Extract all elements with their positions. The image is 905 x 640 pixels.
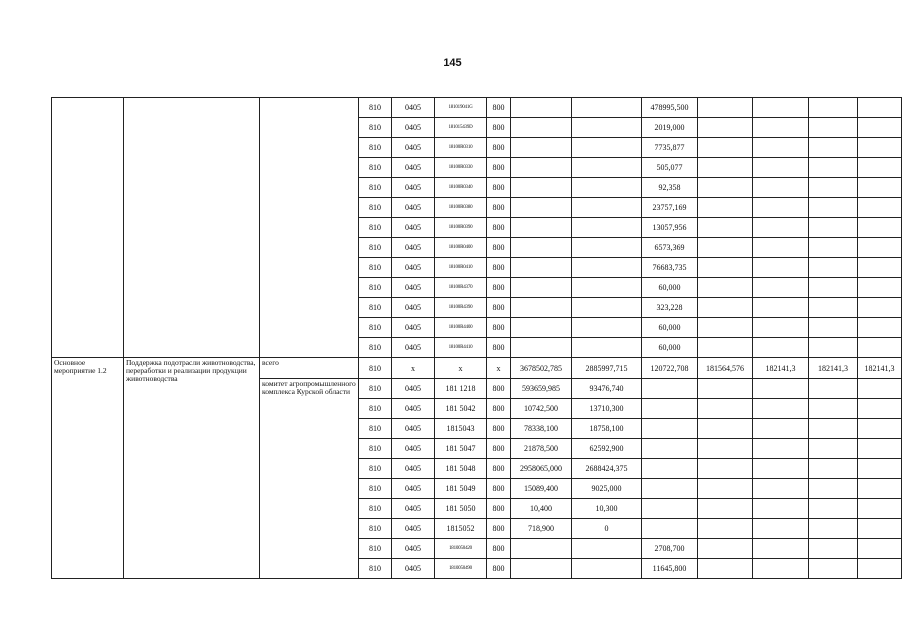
rzpr-cell: 0405 (392, 559, 435, 579)
value-cell-y4 (698, 278, 753, 298)
value-cell-y7 (858, 318, 902, 338)
value-cell-y6 (809, 238, 858, 258)
value-cell-y6 (809, 298, 858, 318)
rzpr-cell: 0405 (392, 499, 435, 519)
rzpr-cell: 0405 (392, 379, 435, 399)
value-cell-y7 (858, 479, 902, 499)
rzpr-cell: 0405 (392, 138, 435, 158)
vr-cell: 800 (487, 98, 511, 118)
value-cell-y7 (858, 298, 902, 318)
value-cell-y1 (511, 238, 572, 258)
vr-cell: 800 (487, 539, 511, 559)
value-cell-y7 (858, 218, 902, 238)
value-cell-y2 (572, 218, 642, 238)
table-body (52, 98, 902, 579)
vr-cell: 800 (487, 439, 511, 459)
value-cell-y7 (858, 499, 902, 519)
grbs-cell: 810 (359, 399, 392, 419)
rzpr-cell: 0405 (392, 118, 435, 138)
value-cell-y2 (572, 98, 642, 118)
activity-name: Поддержка подотрасли животноводства, переработки и реализации продукции животноводства (124, 358, 260, 579)
value-cell-y1 (511, 158, 572, 178)
rzpr-cell: 0405 (392, 218, 435, 238)
value-cell-y5 (753, 158, 809, 178)
grbs-cell: 810 (359, 499, 392, 519)
grbs-cell: 810 (359, 238, 392, 258)
grbs-cell: 810 (359, 98, 392, 118)
value-cell-y4 (698, 298, 753, 318)
rzpr-cell: 0405 (392, 399, 435, 419)
value-cell-y1 (511, 98, 572, 118)
value-cell-y4: 181564,576 (698, 358, 753, 379)
vr-cell: 800 (487, 138, 511, 158)
value-cell-y5 (753, 98, 809, 118)
value-cell-y3: 60,000 (642, 338, 698, 358)
executor-cell (260, 98, 359, 358)
value-cell-y3: 60,000 (642, 318, 698, 338)
value-cell-y2 (572, 258, 642, 278)
grbs-cell: 810 (359, 218, 392, 238)
csr-cell: 18100R0380 (435, 198, 487, 218)
value-cell-y7 (858, 439, 902, 459)
value-cell-y1: 3678502,785 (511, 358, 572, 379)
rzpr-cell: 0405 (392, 539, 435, 559)
grbs-cell: 810 (359, 278, 392, 298)
vr-cell: 800 (487, 238, 511, 258)
value-cell-y2: 2688424,375 (572, 459, 642, 479)
rzpr-cell: 0405 (392, 479, 435, 499)
vr-cell: 800 (487, 178, 511, 198)
value-cell-y5 (753, 218, 809, 238)
grbs-cell: 810 (359, 358, 392, 379)
value-cell-y2 (572, 559, 642, 579)
value-cell-y5 (753, 338, 809, 358)
value-cell-y5 (753, 278, 809, 298)
csr-cell: 181 5042 (435, 399, 487, 419)
value-cell-y6 (809, 539, 858, 559)
value-cell-y3 (642, 439, 698, 459)
grbs-cell: 810 (359, 158, 392, 178)
value-cell-y1 (511, 338, 572, 358)
value-cell-y2 (572, 118, 642, 138)
value-cell-y1: 10,400 (511, 499, 572, 519)
csr-cell: 18100R0390 (435, 218, 487, 238)
csr-cell: 1810050420 (435, 539, 487, 559)
grbs-cell: 810 (359, 178, 392, 198)
grbs-cell: 810 (359, 198, 392, 218)
csr-cell: x (435, 358, 487, 379)
vr-cell: 800 (487, 479, 511, 499)
vr-cell: 800 (487, 419, 511, 439)
rzpr-cell: 0405 (392, 519, 435, 539)
value-cell-y2: 62592,900 (572, 439, 642, 459)
value-cell-y4 (698, 539, 753, 559)
grbs-cell: 810 (359, 419, 392, 439)
csr-cell: 1815043 (435, 419, 487, 439)
csr-cell: 18100R0340 (435, 178, 487, 198)
rzpr-cell: 0405 (392, 98, 435, 118)
value-cell-y2: 93476,740 (572, 379, 642, 399)
value-cell-y5 (753, 238, 809, 258)
csr-cell: 18100R0410 (435, 258, 487, 278)
rzpr-cell: 0405 (392, 439, 435, 459)
value-cell-y6 (809, 519, 858, 539)
value-cell-y5 (753, 379, 809, 399)
value-cell-y7 (858, 519, 902, 539)
value-cell-y4 (698, 158, 753, 178)
value-cell-y6 (809, 138, 858, 158)
grbs-cell: 810 (359, 258, 392, 278)
value-cell-y2: 10,300 (572, 499, 642, 519)
value-cell-y1 (511, 539, 572, 559)
value-cell-y6 (809, 98, 858, 118)
rzpr-cell: 0405 (392, 318, 435, 338)
value-cell-y6 (809, 399, 858, 419)
value-cell-y7 (858, 539, 902, 559)
value-cell-y3: 2019,000 (642, 118, 698, 138)
total-label: всего (260, 358, 359, 379)
value-cell-y3 (642, 399, 698, 419)
csr-cell: 181 5047 (435, 439, 487, 459)
value-cell-y4 (698, 379, 753, 399)
value-cell-y2 (572, 178, 642, 198)
vr-cell: 800 (487, 379, 511, 399)
value-cell-y2: 18758,100 (572, 419, 642, 439)
csr-cell: 181 1218 (435, 379, 487, 399)
name-cell (124, 98, 260, 358)
vr-cell: 800 (487, 218, 511, 238)
value-cell-y7: 182141,3 (858, 358, 902, 379)
value-cell-y7 (858, 198, 902, 218)
value-cell-y3 (642, 379, 698, 399)
value-cell-y4 (698, 399, 753, 419)
value-cell-y7 (858, 419, 902, 439)
value-cell-y3: 505,077 (642, 158, 698, 178)
value-cell-y3: 6573,369 (642, 238, 698, 258)
value-cell-y2 (572, 318, 642, 338)
rzpr-cell: 0405 (392, 198, 435, 218)
value-cell-y5 (753, 459, 809, 479)
csr-cell: 181015439D (435, 118, 487, 138)
value-cell-y1 (511, 138, 572, 158)
grbs-cell: 810 (359, 479, 392, 499)
value-cell-y6 (809, 499, 858, 519)
value-cell-y2: 0 (572, 519, 642, 539)
value-cell-y6: 182141,3 (809, 358, 858, 379)
value-cell-y7 (858, 158, 902, 178)
value-cell-y4 (698, 178, 753, 198)
rzpr-cell: 0405 (392, 338, 435, 358)
grbs-cell: 810 (359, 559, 392, 579)
vr-cell: 800 (487, 118, 511, 138)
vr-cell: 800 (487, 278, 511, 298)
value-cell-y4 (698, 258, 753, 278)
grbs-cell: 810 (359, 138, 392, 158)
value-cell-y6 (809, 459, 858, 479)
value-cell-y5 (753, 318, 809, 338)
csr-cell: 181019041G (435, 98, 487, 118)
vr-cell: 800 (487, 459, 511, 479)
value-cell-y5 (753, 399, 809, 419)
value-cell-y7 (858, 379, 902, 399)
value-cell-y5 (753, 419, 809, 439)
grbs-cell: 810 (359, 118, 392, 138)
vr-cell: 800 (487, 338, 511, 358)
value-cell-y1: 21878,500 (511, 439, 572, 459)
value-cell-y1: 78338,100 (511, 419, 572, 439)
value-cell-y4 (698, 499, 753, 519)
value-cell-y4 (698, 459, 753, 479)
value-cell-y6 (809, 379, 858, 399)
value-cell-y1 (511, 298, 572, 318)
value-cell-y2 (572, 238, 642, 258)
value-cell-y3: 120722,708 (642, 358, 698, 379)
value-cell-y3 (642, 419, 698, 439)
grbs-cell: 810 (359, 539, 392, 559)
vr-cell: 800 (487, 158, 511, 178)
value-cell-y2 (572, 338, 642, 358)
value-cell-y3: 60,000 (642, 278, 698, 298)
value-cell-y1 (511, 318, 572, 338)
table-row (52, 98, 902, 118)
csr-cell: 18100R4400 (435, 318, 487, 338)
rzpr-cell: 0405 (392, 258, 435, 278)
grbs-cell: 810 (359, 439, 392, 459)
vr-cell: x (487, 358, 511, 379)
value-cell-y5 (753, 178, 809, 198)
value-cell-y1: 718,900 (511, 519, 572, 539)
value-cell-y6 (809, 419, 858, 439)
value-cell-y2: 2885997,715 (572, 358, 642, 379)
value-cell-y3: 478995,500 (642, 98, 698, 118)
value-cell-y3: 13057,956 (642, 218, 698, 238)
value-cell-y5 (753, 539, 809, 559)
value-cell-y1: 10742,500 (511, 399, 572, 419)
grbs-cell: 810 (359, 519, 392, 539)
csr-cell: 181 5048 (435, 459, 487, 479)
vr-cell: 800 (487, 258, 511, 278)
value-cell-y7 (858, 238, 902, 258)
value-cell-y7 (858, 98, 902, 118)
value-cell-y6 (809, 258, 858, 278)
csr-cell: 181 5050 (435, 499, 487, 519)
csr-cell: 18100R4390 (435, 298, 487, 318)
value-cell-y3: 7735,877 (642, 138, 698, 158)
value-cell-y7 (858, 338, 902, 358)
value-cell-y4 (698, 118, 753, 138)
vr-cell: 800 (487, 298, 511, 318)
value-cell-y6 (809, 158, 858, 178)
value-cell-y4 (698, 218, 753, 238)
csr-cell: 18100R0330 (435, 158, 487, 178)
value-cell-y3 (642, 459, 698, 479)
csr-cell: 181 5049 (435, 479, 487, 499)
value-cell-y1: 2958065,000 (511, 459, 572, 479)
value-cell-y7 (858, 138, 902, 158)
activity-status: Основное мероприятие 1.2 (52, 358, 124, 579)
vr-cell: 800 (487, 559, 511, 579)
value-cell-y3: 11645,800 (642, 559, 698, 579)
value-cell-y6 (809, 198, 858, 218)
value-cell-y4 (698, 138, 753, 158)
value-cell-y4 (698, 559, 753, 579)
value-cell-y3 (642, 519, 698, 539)
page-number: 145 (443, 57, 462, 69)
rzpr-cell: 0405 (392, 158, 435, 178)
value-cell-y4 (698, 318, 753, 338)
value-cell-y4 (698, 519, 753, 539)
grbs-cell: 810 (359, 338, 392, 358)
csr-cell: 18100R4410 (435, 338, 487, 358)
rzpr-cell: x (392, 358, 435, 379)
value-cell-y1 (511, 218, 572, 238)
value-cell-y5 (753, 499, 809, 519)
value-cell-y6 (809, 278, 858, 298)
value-cell-y2 (572, 198, 642, 218)
executor-cell: комитет агропромышленного комплекса Курской области (260, 379, 359, 579)
rzpr-cell: 0405 (392, 419, 435, 439)
value-cell-y5 (753, 258, 809, 278)
value-cell-y4 (698, 198, 753, 218)
csr-cell: 18100R0310 (435, 138, 487, 158)
value-cell-y2 (572, 298, 642, 318)
value-cell-y6 (809, 479, 858, 499)
rzpr-cell: 0405 (392, 459, 435, 479)
value-cell-y1: 15089,400 (511, 479, 572, 499)
csr-cell: 1815052 (435, 519, 487, 539)
value-cell-y5 (753, 138, 809, 158)
vr-cell: 800 (487, 399, 511, 419)
value-cell-y5 (753, 479, 809, 499)
value-cell-y7 (858, 459, 902, 479)
status-cell (52, 98, 124, 358)
csr-cell: 18100R0400 (435, 238, 487, 258)
value-cell-y6 (809, 338, 858, 358)
value-cell-y2 (572, 158, 642, 178)
vr-cell: 800 (487, 198, 511, 218)
value-cell-y2 (572, 539, 642, 559)
csr-cell: 18100R4370 (435, 278, 487, 298)
grbs-cell: 810 (359, 298, 392, 318)
csr-cell: 1810050490 (435, 559, 487, 579)
value-cell-y7 (858, 178, 902, 198)
value-cell-y5 (753, 439, 809, 459)
value-cell-y6 (809, 178, 858, 198)
value-cell-y7 (858, 278, 902, 298)
value-cell-y4 (698, 238, 753, 258)
value-cell-y5 (753, 519, 809, 539)
value-cell-y4 (698, 98, 753, 118)
value-cell-y6 (809, 218, 858, 238)
value-cell-y2: 9025,000 (572, 479, 642, 499)
value-cell-y3: 92,358 (642, 178, 698, 198)
rzpr-cell: 0405 (392, 238, 435, 258)
value-cell-y2 (572, 278, 642, 298)
vr-cell: 800 (487, 499, 511, 519)
value-cell-y7 (858, 118, 902, 138)
value-cell-y1: 593659,985 (511, 379, 572, 399)
value-cell-y7 (858, 258, 902, 278)
table-row-total (52, 358, 902, 379)
vr-cell: 800 (487, 519, 511, 539)
value-cell-y1 (511, 178, 572, 198)
value-cell-y1 (511, 198, 572, 218)
value-cell-y4 (698, 439, 753, 459)
rzpr-cell: 0405 (392, 298, 435, 318)
value-cell-y1 (511, 559, 572, 579)
value-cell-y5 (753, 298, 809, 318)
value-cell-y1 (511, 278, 572, 298)
grbs-cell: 810 (359, 459, 392, 479)
value-cell-y7 (858, 559, 902, 579)
value-cell-y6 (809, 559, 858, 579)
value-cell-y6 (809, 318, 858, 338)
grbs-cell: 810 (359, 318, 392, 338)
value-cell-y2: 13710,300 (572, 399, 642, 419)
value-cell-y1 (511, 118, 572, 138)
value-cell-y3: 76683,735 (642, 258, 698, 278)
value-cell-y5: 182141,3 (753, 358, 809, 379)
value-cell-y3 (642, 479, 698, 499)
rzpr-cell: 0405 (392, 278, 435, 298)
value-cell-y1 (511, 258, 572, 278)
value-cell-y5 (753, 198, 809, 218)
rzpr-cell: 0405 (392, 178, 435, 198)
value-cell-y5 (753, 118, 809, 138)
value-cell-y7 (858, 399, 902, 419)
value-cell-y3: 23757,169 (642, 198, 698, 218)
budget-table (51, 97, 902, 579)
grbs-cell: 810 (359, 379, 392, 399)
value-cell-y2 (572, 138, 642, 158)
value-cell-y3: 323,228 (642, 298, 698, 318)
value-cell-y5 (753, 559, 809, 579)
value-cell-y3: 2708,700 (642, 539, 698, 559)
value-cell-y4 (698, 419, 753, 439)
value-cell-y6 (809, 439, 858, 459)
vr-cell: 800 (487, 318, 511, 338)
value-cell-y4 (698, 479, 753, 499)
value-cell-y4 (698, 338, 753, 358)
value-cell-y6 (809, 118, 858, 138)
value-cell-y3 (642, 499, 698, 519)
